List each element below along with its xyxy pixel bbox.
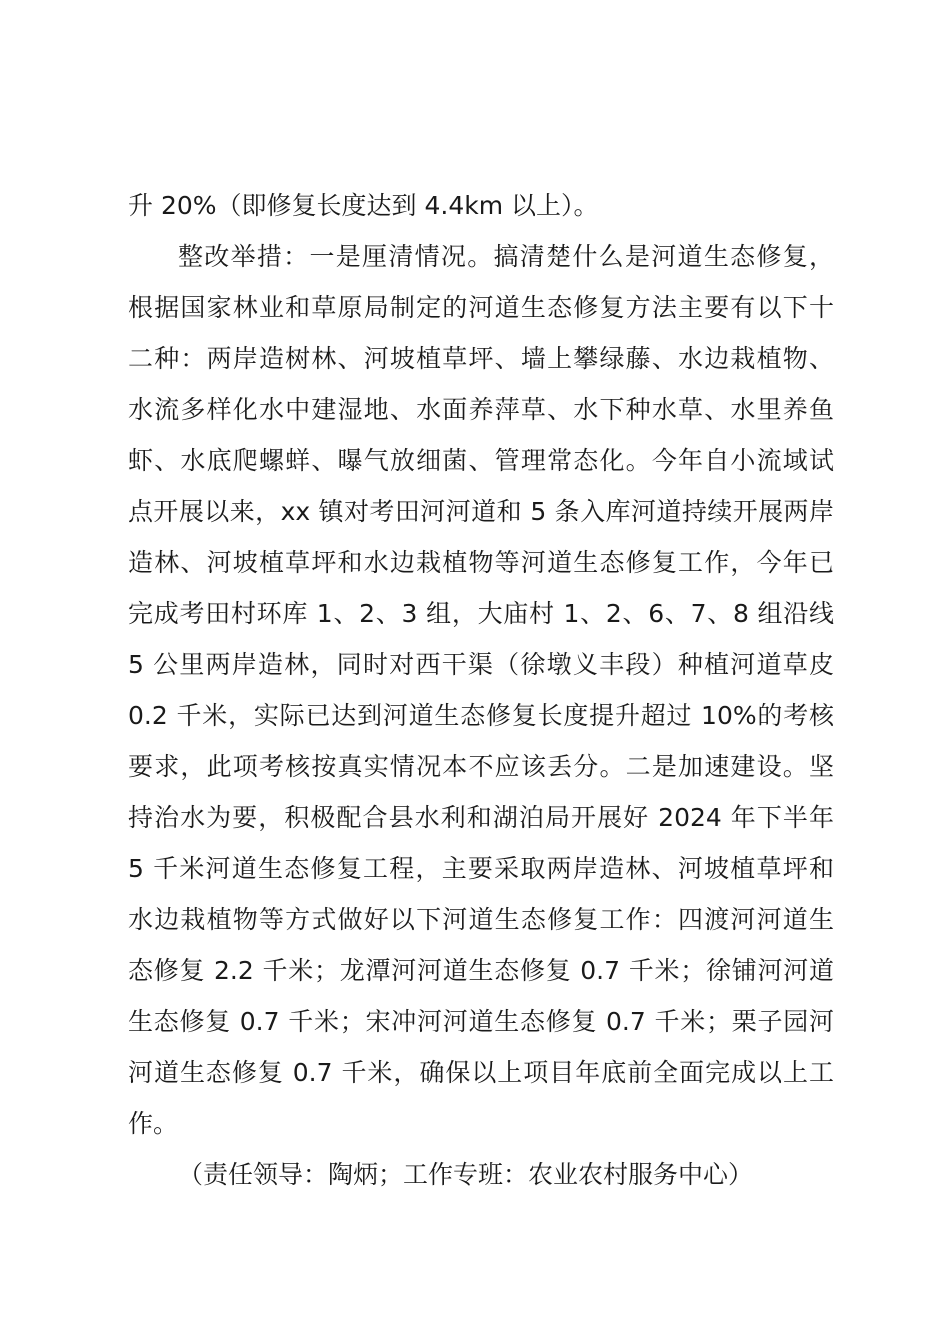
paragraph-line: 点开展以来，xx 镇对考田河河道和 5 条入库河道持续开展两岸 [128, 497, 834, 526]
paragraph-line: 要求，此项考核按真实情况本不应该丢分。二是加速建设。坚 [128, 752, 834, 781]
paragraph-line: 整改举措：一是厘清情况。搞清楚什么是河道生态修复， [178, 242, 834, 271]
responsibility-note: （责任领导：陶炳；工作专班：农业农村服务中心） [178, 1160, 754, 1189]
paragraph-line: 水边栽植物等方式做好以下河道生态修复工作：四渡河河道生 [128, 905, 834, 934]
paragraph-line: 持治水为要，积极配合县水利和湖泊局开展好 2024 年下半年 [128, 803, 834, 832]
paragraph-line: 河道生态修复 0.7 千米，确保以上项目年底前全面完成以上工 [128, 1058, 834, 1087]
paragraph-line: 5 公里两岸造林，同时对西干渠（徐墩义丰段）种植河道草皮 [128, 650, 834, 679]
paragraph-line: 二种：两岸造树林、河坡植草坪、墙上攀绿藤、水边栽植物、 [128, 344, 834, 373]
paragraph-line: 态修复 2.2 千米；龙潭河河道生态修复 0.7 千米；徐铺河河道 [128, 956, 834, 985]
paragraph-line: 升 20%（即修复长度达到 4.4km 以上）。 [128, 191, 599, 220]
paragraph-line: 0.2 千米，实际已达到河道生态修复长度提升超过 10%的考核 [128, 701, 834, 730]
paragraph-line: 根据国家林业和草原局制定的河道生态修复方法主要有以下十 [128, 293, 834, 322]
paragraph-line: 完成考田村环库 1、2、3 组，大庙村 1、2、6、7、8 组沿线 [128, 599, 834, 628]
paragraph-line: 水流多样化水中建湿地、水面养萍草、水下种水草、水里养鱼 [128, 395, 834, 424]
paragraph-line: 虾、水底爬螺蛘、曝气放细菌、管理常态化。今年自小流域试 [128, 446, 834, 475]
paragraph-line: 造林、河坡植草坪和水边栽植物等河道生态修复工作，今年已 [128, 548, 834, 577]
paragraph-line: 作。 [128, 1109, 179, 1138]
paragraph-line: 5 千米河道生态修复工程，主要采取两岸造林、河坡植草坪和 [128, 854, 834, 883]
paragraph-line: 生态修复 0.7 千米；宋冲河河道生态修复 0.7 千米；栗子园河 [128, 1007, 834, 1036]
